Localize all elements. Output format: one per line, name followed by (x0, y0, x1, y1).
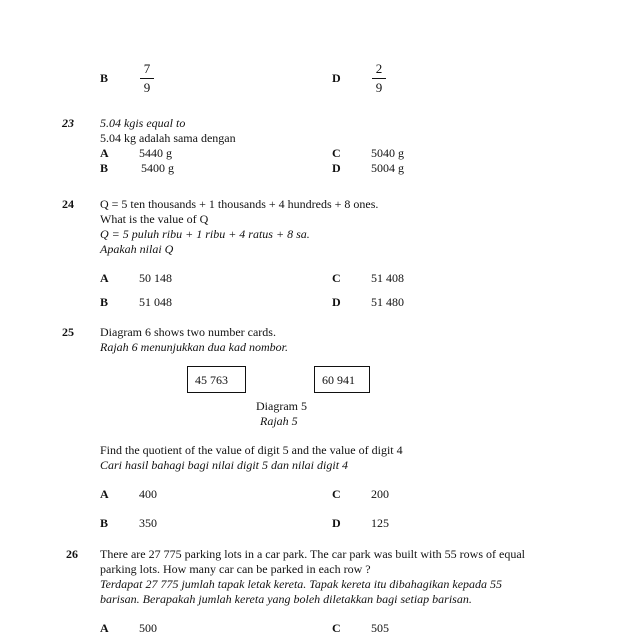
question-number: 23 (62, 116, 74, 130)
question-text-ms: barisan. Berapakah jumlah kereta yang boleh diletakkan bagi setiap barisan. (100, 592, 472, 606)
fraction-option-b (140, 62, 154, 95)
option-label: A (100, 487, 109, 501)
option-label: C (332, 146, 341, 160)
option-label: B (100, 516, 109, 530)
option-value: 200 (371, 487, 389, 501)
option-value: 350 (139, 516, 157, 530)
option-label: A (100, 146, 109, 160)
option-value: 50 148 (139, 271, 172, 285)
question-number: 26 (66, 547, 78, 561)
question-text-en: There are 27 775 parking lots in a car park. The car park was built with 55 rows of equal (100, 547, 525, 561)
option-value: 500 (139, 621, 157, 635)
option-label: D (332, 295, 341, 309)
option-label: C (332, 271, 341, 285)
option-label: A (100, 621, 109, 635)
fraction-bar (372, 78, 386, 79)
fraction-numerator: 2 (375, 61, 383, 76)
number-card: 60 941 (314, 366, 370, 393)
option-value: 400 (139, 487, 157, 501)
option-label: D (332, 516, 341, 530)
option-value: 51 408 (371, 271, 404, 285)
option-value: 5440 g (139, 146, 172, 160)
question-text-en: Find the quotient of the value of digit 5 and the value of digit 4 (100, 443, 403, 457)
option-label: D (332, 161, 341, 175)
diagram-caption-en: Diagram 5 (256, 399, 307, 413)
question-text-ms: Rajah 6 menunjukkan dua kad nombor. (100, 340, 288, 354)
question-number: 25 (62, 325, 74, 339)
option-label: A (100, 271, 109, 285)
question-text-ms: 5.04 kg adalah sama dengan (100, 131, 236, 145)
number-card: 45 763 (187, 366, 246, 393)
fraction-numerator: 7 (143, 61, 151, 76)
option-value: 51 048 (139, 295, 172, 309)
option-label: D (332, 71, 341, 85)
question-text-en: 5.04 kgis equal to (100, 116, 186, 130)
question-number: 24 (62, 197, 74, 211)
fraction-option-d (372, 62, 386, 95)
question-text-en: Diagram 6 shows two number cards. (100, 325, 276, 339)
option-label: C (332, 487, 341, 501)
option-label: B (100, 71, 109, 85)
option-value: 5004 g (371, 161, 404, 175)
question-text-en: Q = 5 ten thousands + 1 thousands + 4 hundreds + 8 ones. (100, 197, 379, 211)
question-text-ms: Q = 5 puluh ribu + 1 ribu + 4 ratus + 8 sa. (100, 227, 310, 241)
question-text-en: What is the value of Q (100, 212, 209, 226)
question-text-ms: Terdapat 27 775 jumlah tapak letak kereta. Tapak kereta itu dibahagikan kepada 55 (100, 577, 503, 591)
fraction-denominator: 9 (143, 80, 151, 95)
option-label: B (100, 295, 109, 309)
option-value: 51 480 (371, 295, 404, 309)
option-value: 5040 g (371, 146, 404, 160)
question-text-ms: Cari hasil bahagi bagi nilai digit 5 dan nilai digit 4 (100, 458, 349, 472)
option-label: C (332, 621, 341, 635)
fraction-denominator: 9 (375, 80, 383, 95)
diagram-caption-ms: Rajah 5 (260, 414, 298, 428)
option-value: 125 (371, 516, 389, 530)
option-value: 5400 g (141, 161, 174, 175)
fraction-bar (140, 78, 154, 79)
option-label: B (100, 161, 109, 175)
question-text-ms: Apakah nilai Q (100, 242, 174, 256)
option-value: 505 (371, 621, 389, 635)
question-text-en: parking lots. How many car can be parked in each row ? (100, 562, 371, 576)
